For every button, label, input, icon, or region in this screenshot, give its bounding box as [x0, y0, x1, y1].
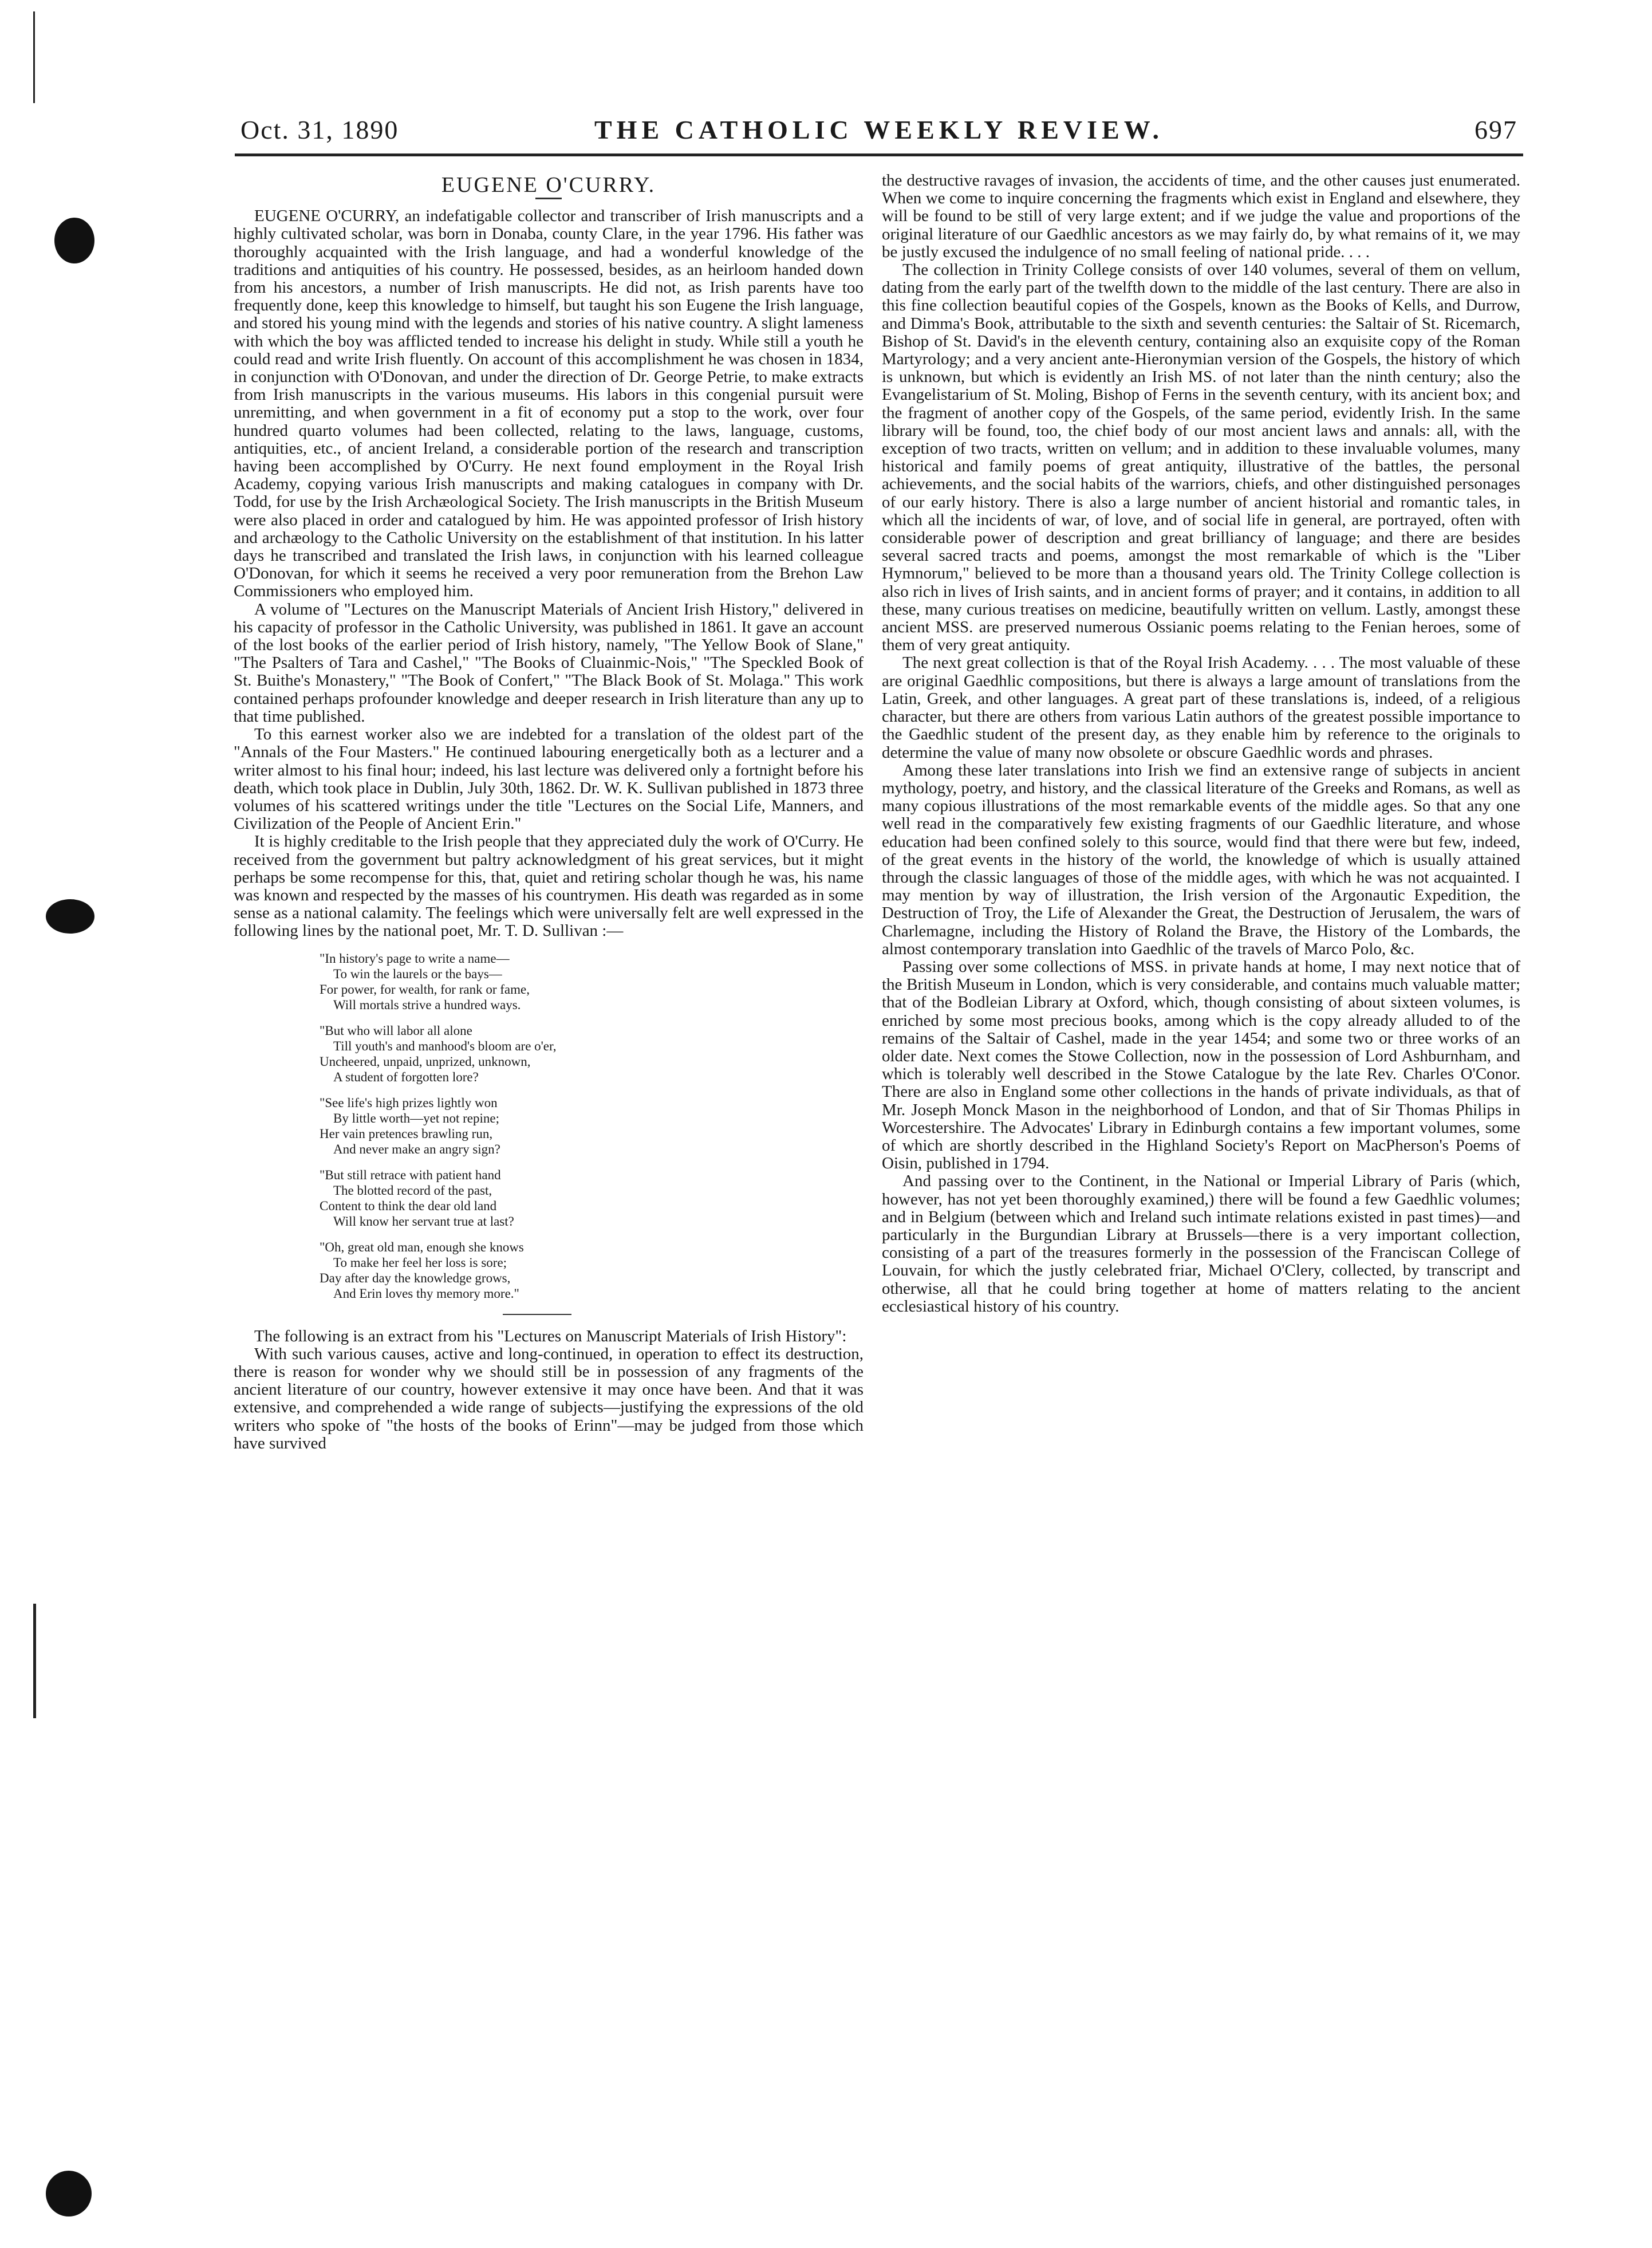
poem-line: A student of forgotten lore? [333, 1069, 479, 1084]
header-rule [235, 153, 1523, 156]
paragraph: the destructive ravages of invasion, the accidents of time, and the other causes just enumerated. When we come to inquire concerning the fragments which exist in England and elsewhere, they will be found to be still of very large extent; and if we judge the value and proportions of the original literature of our Gaedhlic ancestors as we may fairly do, by what remains of it, we may be justly excused the indulgence of no small feeling of national pride. . . . [882, 171, 1520, 261]
paragraph: It is highly creditable to the Irish people that they appreciated duly the work of O'Curry. He received from the government but paltry acknowledgment of his great services, but it might perhaps be some recompense for this, that, quiet and retiring scholar though he was, his name was known and respected by the masses of his countrymen. His death was regarded as in some sense as a national calamity. The feelings which were universally felt are well expressed in the following lines by the national poet, Mr. T. D. Sullivan :— [234, 832, 864, 940]
paragraph: The collection in Trinity College consists of over 140 volumes, several of them on vellum, dating from the early part of the twelfth down to the middle of the last century. There are also in this fine collection beautiful copies of the Gospels, known as the Books of Kells, and Durrow, and Dimma's Book, attributable to the sixth and seventh centuries: the Saltair of St. Ricemarch, Bishop of St. David's in the eleventh century, containing also an exquisite copy of the Roman Martyrology; and a very ancient ante-Hieronymian version of the Gospels, the history of which is unknown, but which is evidently an Irish MS. of not later than the ninth century; also the Evangelistarium of St. Moling, Bishop of Ferns in the seventh century, with its ancient box; and the fragment of another copy of the Gospels, of the same period, evidently Irish. In the same library will be found, too, the chief body of our most ancient laws and annals: all, with the exception of two tracts, written on vellum; and in addition to these invaluable volumes, many historical and family poems of great antiquity, illustrative of the battles, the personal achievements, and the social habits of the warriors, chiefs, and other distinguished personages of our early history. There is also a large number of ancient historial and romantic tales, in which all the incidents of war, of love, and of social life in general, are portrayed, often with considerable power of description and great brilliancy of language; and there are besides several sacred tracts and poems, amongst the most remarkable of which is the "Liber Hymnorum," believed to be more than a thousand years old. The Trinity College collection is also rich in lives of Irish saints, and in ancient forms of prayer; and it contains, in addition to all these, many curious treatises on medicine, beautifully written on vellum. Lastly, amongst these ancient MSS. are preserved numerous Ossianic poems relating to the Fenian heroes, some of them of very great antiquity. [882, 261, 1520, 655]
poem-line: Content to think the dear old land [320, 1198, 497, 1213]
poem-line: Uncheered, unpaid, unprized, unknown, [320, 1054, 531, 1069]
poem-line: To win the laurels or the bays— [333, 966, 502, 981]
paragraph: A volume of "Lectures on the Manuscript Materials of Ancient Irish History," delivered in his capacity of professor in the Catholic University, was published in 1861. It gave an account of the lost books of the earlier period of Irish history, namely, "The Yellow Book of Slane," "The Psalters of Tara and Cashel," "The Books of Cluainmic-Nois," "The Speckled Book of St. Buithe's Monastery," "The Book of Confert," "The Black Book of St. Molaga." This work contained perhaps profounder knowledge and deeper research in Irish literature than any up to that time published. [234, 600, 864, 726]
poem-line: "Oh, great old man, enough she knows [320, 1239, 524, 1254]
paragraph: To this earnest worker also we are indebted for a translation of the oldest part of the "Annals of the Four Masters." He continued labouring energetically both as a lecturer and a writer almost to his final hour; indeed, his last lecture was delivered only a fortnight before his death, which took place in Dublin, July 30th, 1862. Dr. W. K. Sullivan published in 1873 three volumes of his scattered writings under the title "Lectures on the Social Life, Manners, and Civilization of the People of Ancient Erin." [234, 725, 864, 833]
poem-end-rule [503, 1314, 571, 1315]
poem [320, 951, 864, 1301]
page-number: 697 [1474, 115, 1517, 144]
paragraph: The following is an extract from his "Lectures on Manuscript Materials of Irish History": [254, 1326, 847, 1345]
paragraph: And passing over to the Continent, in the National or Imperial Library of Paris (which, however, has not yet been thoroughly examined,) there will be found a few Gaedhlic volumes; and in Belgium (between which and Ireland such intimate relations existed in past times)—and particularly in the Burgundian Library at Brussels—there is a very important collection, consisting of a part of the treasures formerly in the possession of the Franciscan College of Louvain, for which the justly celebrated friar, Michael O'Clery, collected, by transcript and otherwise, all that he could bring together at home of matters relating to the ancient ecclesiastical history of his country. [882, 1172, 1520, 1316]
margin-tick [33, 1604, 36, 1718]
poem-line: And Erin loves thy memory more." [333, 1286, 519, 1301]
paragraph: With such various causes, active and long-continued, in operation to effect its destruction, there is reason for wonder why we should still be in possession of any fragments of the ancient literature of our country, however extensive it may once have been. And that it was extensive, and comprehended a wide range of subjects—justifying the expressions of the old writers who spoke of "the hosts of the books of Erinn"—may be judged from those which have survived [234, 1344, 864, 1452]
paragraph: Among these later translations into Irish we find an extensive range of subjects in ancient mythology, poetry, and history, and the classical literature of the Greeks and Romans, as well as many copious illustrations of the most remarkable events of the middle ages. So that any one well read in the comparatively few existing fragments of our Gaedhlic literature, and whose education had been confined solely to this source, would find that there were but few, indeed, of the great events in the history of the world, the knowledge of which is usually attained through the classic languages of those of the middle ages, with which he was not acquainted. I may mention by way of illustration, the Irish version of the Argonautic Expedition, the Destruction of Troy, the Life of Alexander the Great, the Destruction of Jerusalem, the wars of Charlemagne, including the History of Roland the Brave, the History of the Lombards, the almost contemporary translation into Gaedhlic of the travels of Marco Polo, &c. [882, 761, 1520, 958]
poem-line: And never make an angry sign? [333, 1141, 500, 1156]
publication-title: THE CATHOLIC WEEKLY REVIEW. [594, 115, 1164, 144]
ink-blot-icon [46, 899, 94, 934]
poem-stanza [320, 1023, 864, 1085]
paragraph: EUGENE O'CURRY, an indefatigable collector and transcriber of Irish manuscripts and a highly cultivated scholar, was born in Donaba, county Clare, in the year 1796. His father was thoroughly acquainted with the Irish language, and had a wonderful knowledge of the traditions and antiquities of his country. He possessed, besides, as an heirloom handed down from his ancestors, a number of Irish manuscripts. He did not, as Irish parents have too frequently done, keep this knowledge to himself, but taught his son Eugene the Irish language, and stored his young mind with the legends and stories of his native country. A slight lameness with which the boy was afflicted tended to increase his delight in study. While still a youth he could read and write Irish fluently. On account of this accomplishment he was chosen in 1834, in conjunction with O'Donovan, and under the direction of Dr. George Petrie, to make extracts from Irish manuscripts in the various museums. His labors in this congenial pursuit were unremitting, and when government in a fit of economy put a stop to the work, over four hundred quarto volumes had been collected, relating to the laws, language, customs, antiquities, etc., of ancient Ireland, a considerable portion of the research and transcription having been accomplished by O'Curry. He next found employment in the Royal Irish Academy, copying various Irish manuscripts and making catalogues in company with Dr. Todd, for use by the Irish Archæological Society. The Irish manuscripts in the British Museum were also placed in order and catalogued by him. He was appointed professor of Irish history and archæology to the Catholic University on the establishment of that institution. In his latter days he transcribed and translated the Irish laws, in conjunction with his learned colleague O'Donovan, for which it seems he received a very poor remuneration from the Brehon Law Commissioners who employed him. [234, 207, 864, 601]
poem-line: Will mortals strive a hundred ways. [333, 997, 521, 1012]
poem-line: For power, for wealth, for rank or fame, [320, 982, 530, 997]
poem-line: Day after day the knowledge grows, [320, 1270, 511, 1285]
article-headline: EUGENE O'CURRY. [441, 173, 656, 197]
poem-line: "But who will labor all alone [320, 1023, 472, 1038]
left-column [234, 172, 864, 1452]
poem-line: Till youth's and manhood's bloom are o'er, [333, 1038, 557, 1053]
ink-blot-icon [54, 218, 94, 263]
headline-dash [535, 198, 562, 199]
page-header [240, 115, 1517, 155]
margin-tick [33, 11, 35, 103]
paragraph: Passing over some collections of MSS. in private hands at home, I may next notice that of the British Museum in London, which is very considerable, and contains much valuable matter; that of the Bodleian Library at Oxford, which, though consisting of about sixteen volumes, is enriched by some most precious books, among which is the copy already alluded to of the remains of the Saltair of Cashel, made in the year 1454; and some two or three works of an older date. Next comes the Stowe Collection, now in the possession of Lord Ashburnham, and which is tolerably well described in the Stowe Catalogue by the late Rev. Charles O'Conor. There are also in England some other collections in the hands of private individuals, as that of Mr. Joseph Monck Mason in the neighborhood of London, and that of Sir Thomas Philips in Worcestershire. The Advocates' Library in Edinburgh contains a few important volumes, some of which are shortly described in the Highland Society's Report on MacPherson's Poems of Oisin, published in 1794. [882, 957, 1520, 1173]
poem-line: By little worth—yet not repine; [333, 1111, 500, 1125]
issue-date: Oct. 31, 1890 [240, 115, 399, 144]
poem-stanza [320, 1239, 864, 1301]
poem-stanza [320, 1167, 864, 1229]
right-column [882, 172, 1520, 1316]
poem-line: Her vain pretences brawling run, [320, 1126, 493, 1141]
poem-line: Will know her servant true at last? [333, 1214, 514, 1229]
poem-line: "See life's high prizes lightly won [320, 1095, 498, 1110]
ink-blot-icon [46, 2171, 92, 2216]
poem-stanza [320, 951, 864, 1013]
paragraph: The next great collection is that of the Royal Irish Academy. . . . The most valuable of these are original Gaedhlic compositions, but there is always a large amount of translations from the Latin, Greek, and other languages. A great part of these translations is, indeed, of a religious character, but there are others from various Latin authors of the greatest possible importance to the Gaedhlic student of the present day, as they enable him by reference to the originals to determine the value of many now obsolete or obscure Gaedhlic words and phrases. [882, 653, 1520, 762]
poem-stanza [320, 1095, 864, 1157]
poem-line: "In history's page to write a name— [320, 951, 510, 966]
poem-line: "But still retrace with patient hand [320, 1167, 501, 1182]
poem-line: The blotted record of the past, [333, 1183, 492, 1198]
poem-line: To make her feel her loss is sore; [333, 1255, 507, 1270]
